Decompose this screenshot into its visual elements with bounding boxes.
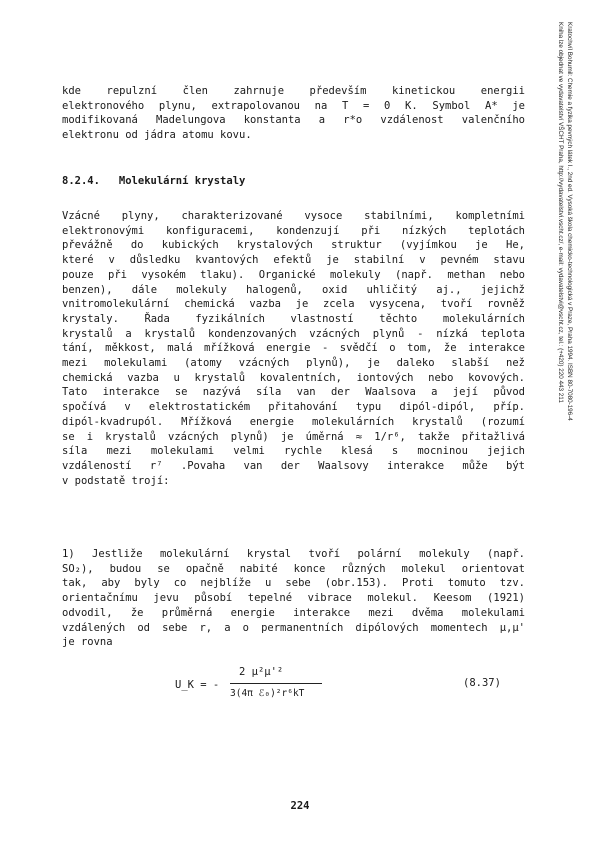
sidebar-order-line: Kniha lze objednat ve vydavatelství VŠCHT Praha, http://vydavatelstvi.vscht.cz/, e-mail: vydavatelstvi@vscht.cz, tel.: (+420) 220 443 211 <box>557 22 564 403</box>
equation-lhs: U_K = - <box>175 679 220 691</box>
text-line: které v důsledku kvantových efektů je stabilní v pevném stavu <box>62 254 525 267</box>
text-line: SO₂), budou se opačně nabité konce různých molekul orientovat <box>62 562 525 575</box>
publication-sidebar <box>540 22 580 762</box>
text-line: orientačnímu jevu působí tepelné vibrace molekul. Keesom (1921) <box>62 592 525 605</box>
text-line: vnitromolekulární chemická vazba je zcela vysycena, tvoří rovněž <box>62 298 525 311</box>
page-number: 224 <box>290 800 310 812</box>
keesom-equation <box>175 664 505 714</box>
paragraph-keesom <box>62 547 525 650</box>
text-line: 1) Jestliže molekulární krystal tvoří polární molekuly (např. <box>62 548 525 560</box>
equation-numerator: 2 μ²μ'² <box>239 666 284 678</box>
text-line: spočívá v elektrostatickém přitahování typu dipól-dipól, příp. <box>62 401 525 414</box>
paragraph-molecular-crystals <box>62 209 525 488</box>
text-line: se i krystalů vzácných plynů) je úměrná ≈ 1/r⁶, takže přitažlivá <box>62 430 525 443</box>
section-number: 8.2.4. <box>62 175 100 187</box>
text-line: v podstatě trojí: <box>62 474 170 487</box>
intro-paragraph <box>62 84 525 143</box>
text-line: vzdáleností r⁷ .Povaha van der Waalsovy interakce může být <box>62 459 525 472</box>
section-title: Molekulární krystaly <box>118 175 246 187</box>
text-line: krystalů a krystalů kondenzovaných vzácných plynů - nízká teplota <box>62 327 525 340</box>
text-line: Vzácné plyny, charakterizované vysoce stabilními, kompletními <box>62 210 525 222</box>
equation-denominator: 3(4π ℰ₀)²r⁶kT <box>230 688 305 699</box>
text-line: dipól-kvadrupól. Mřížková energie molekulárních krystalů (rozumí <box>62 415 525 428</box>
text-line: krystaly. Řada fyzikálních vlastností těchto molekulárních <box>62 312 525 325</box>
text-line: převážně do kubických krystalových struktur (vyjímkou je He, <box>62 239 525 252</box>
text-line: benzen), dále molekuly halogenů, oxid uhličitý aj., jejichž <box>62 283 525 296</box>
section-heading <box>62 175 245 187</box>
text-line: pouze při vysokém tlaku). Organické molekuly (např. methan nebo <box>62 268 525 281</box>
fraction-bar <box>230 683 322 684</box>
text-line: mezi molekulami (atomy vzácných plynů), je daleko slabší než <box>62 357 525 370</box>
text-line: kde repulzní člen zahrnuje především kinetickou energii <box>62 85 525 97</box>
text-line: elektronového plynu, extrapolovanou na T = 0 K. Symbol A* je <box>62 99 525 112</box>
text-line: síla mezi molekulami velmi rychle klesá s mocninou jejich <box>62 445 525 458</box>
text-line: Tato interakce se nazývá síla van der Waalsova a její původ <box>62 386 525 399</box>
text-line: elektronu od jádra atomu kovu. <box>62 129 252 142</box>
sidebar-citation-line: Kratochvíl Bohumil: Chemie a fyzika pevných látek I., 2nd ed. Vysoká škola chemicko-technologická v Praze, Praha 1994. ISBN 80-7080-196-4 <box>566 22 573 421</box>
text-line: vzdálených od sebe r, a o permanentních dipólových momentech μ,μ' <box>62 621 525 634</box>
text-line: chemická vazba u krystalů kovalentních, iontových nebo kovových. <box>62 371 525 384</box>
text-line: modifikovaná Madelungova konstanta a r*o vzdálenost valenčního <box>62 114 525 127</box>
equation-number: (8.37) <box>463 677 501 689</box>
text-line: je rovna <box>62 636 113 649</box>
text-line: odvodil, že průměrná energie interakce mezi dvěma molekulami <box>62 606 525 619</box>
text-line: elektronovými konfiguracemi, kondenzují při nízkých teplotách <box>62 224 525 237</box>
sidebar-text <box>556 22 574 421</box>
text-line: tak, aby byly co nejblíže u sebe (obr.153). Proti tomuto tzv. <box>62 577 525 590</box>
text-line: tání, měkkost, malá mřížková energie - svědčí o tom, že interakce <box>62 342 525 355</box>
